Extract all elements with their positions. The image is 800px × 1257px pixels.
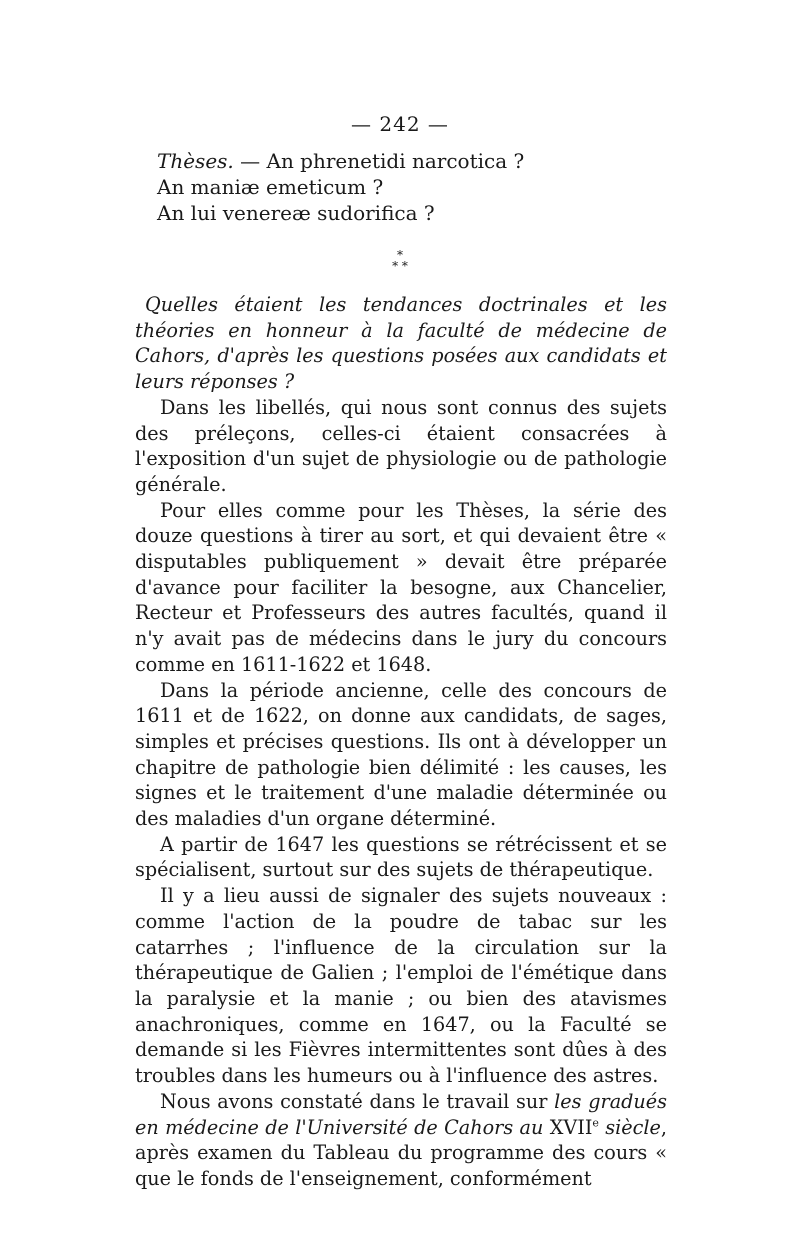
paragraph-gradues [135,1089,667,1192]
body-text [135,292,667,1192]
separator-bottom-stars: * * [392,259,408,273]
p6-title-b: siècle [598,1115,661,1139]
section-question: Quelles étaient les tendances doctrinales et les théories en honneur à la faculté de médecine de Cahors, d'après les questions posées aux candidats et leurs réponses ? [135,293,667,394]
paragraph-new-subjects: Il y a lieu aussi de signaler des sujets nouveaux : comme l'action de la poudre de tabac sur les catarrhes ; l'influence de la circulation sur la thérapeutique de Galien ; l'emploi de l'émétique dans la paralysie et la manie ; ou bien des atavismes anachroniques, comme en 1647, ou la Faculté se demande si les Fièvres intermittentes sont dûes à des troubles dans les humeurs ou à l'influence des astres. [135,884,667,1088]
paragraph-preleçons: Dans les libellés, qui nous sont connus des sujets des préleçons, celles-ci étaient consacrées à l'exposition d'un sujet de physiologie ou de pathologie générale. [135,395,667,496]
page-number: — 242 — [351,112,449,136]
section-separator [0,250,800,272]
theses-line-1 [157,148,524,174]
theses-label: Thèses. [157,149,234,173]
theses-line-2: An maniæ emeticum ? [157,175,384,199]
paragraph-ancient-period: Dans la période ancienne, celle des concours de 1611 et de 1622, on donne aux candidats, de sages, simples et précises questions. Ils ont à développer un chapitre de pathologie bien délimité : les causes, les signes et le traitement d'une maladie déterminée ou des maladies d'un organe déterminé. [135,678,667,831]
theses-line-1-text: — An phrenetidi narcotica ? [233,149,525,173]
p6-century-sup: e [592,1116,599,1130]
paragraph-theses-series: Pour elles comme pour les Thèses, la série des douze questions à tirer au sort, et qui devaient être « disputables publiquement » devait être préparée d'avance pour faciliter la besogne, aux Chancelier, Recteur et Professeurs des autres facultés, quand il n'y avait pas de médecins dans le jury du concours comme en 1611-1622 et 1648. [135,498,667,676]
p6-title-a: les gradués en médecine de l'Université de Cahors au [135,1089,667,1139]
theses-list [157,148,524,226]
p6-century: XVII [549,1115,593,1139]
p6-start: Nous avons constaté dans le travail sur [160,1089,555,1113]
separator-top-star: * [397,248,403,262]
theses-line-3: An lui venereæ sudorifica ? [157,201,435,225]
p6-end: , après examen du Tableau du programme des cours « que le fonds de l'enseignement, conformément [135,1115,667,1190]
paragraph-1647: A partir de 1647 les questions se rétrécissent et se spécialisent, surtout sur des sujets de thérapeutique. [135,832,667,882]
